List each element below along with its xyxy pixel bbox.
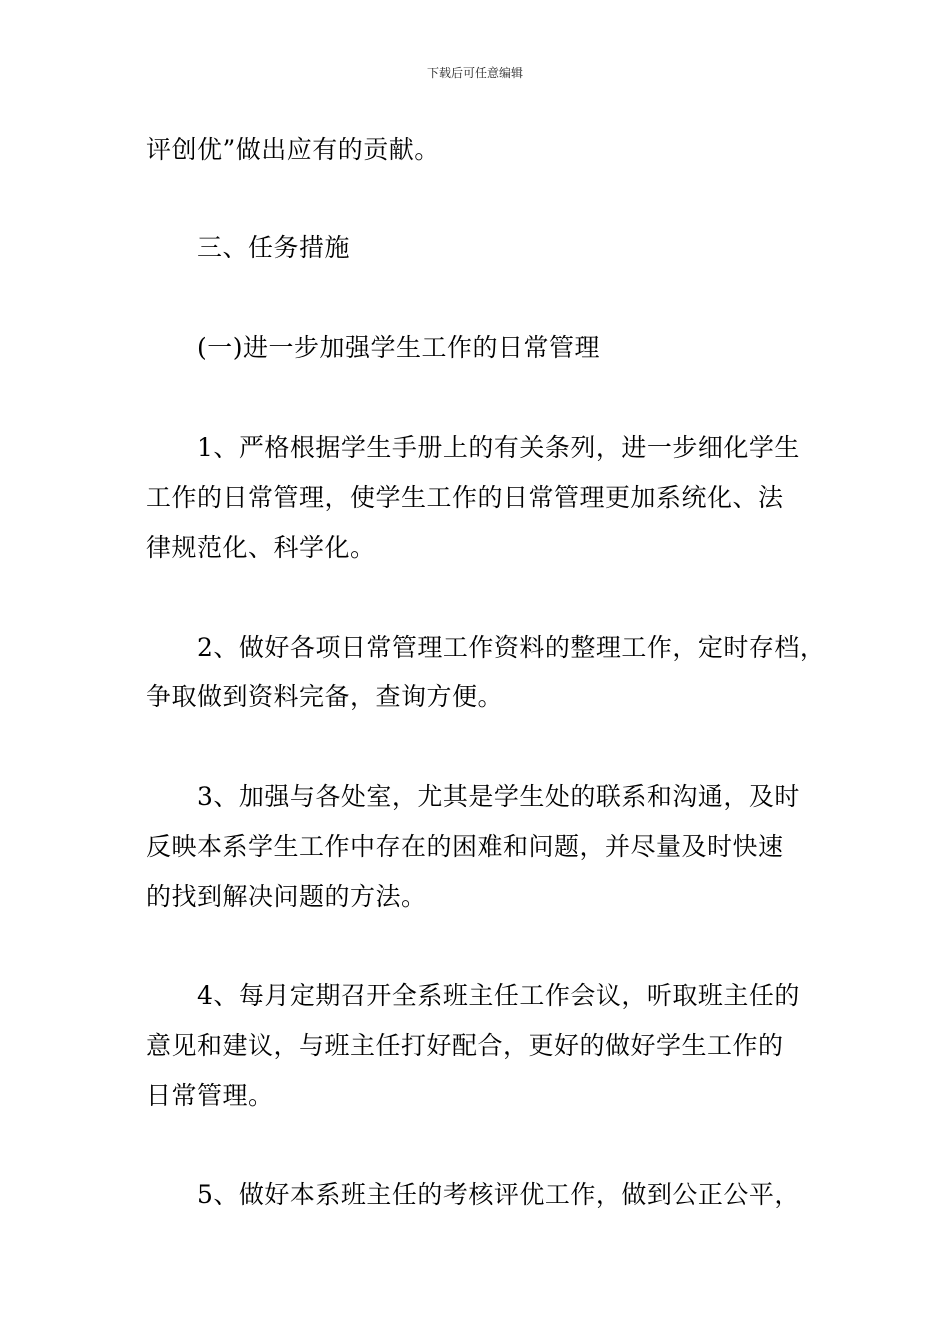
text-line: 5、做好本系班主任的考核评优工作，做到公正公平， — [146, 1180, 800, 1209]
subsection-heading: (一)进一步加强学生工作的日常管理 — [146, 333, 601, 362]
text-line: 争取做到资料完备，查询方便。 — [146, 682, 504, 711]
text-line: 评创优”做出应有的贡献。 — [146, 135, 440, 164]
text-line: 日常管理。 — [146, 1081, 274, 1110]
text-line: 2、做好各项日常管理工作资料的整理工作，定时存档， — [146, 633, 826, 662]
text-line: 反映本系学生工作中存在的困难和问题，并尽量及时快速 — [146, 832, 784, 861]
section-heading: 三、任务措施 — [146, 233, 351, 262]
text-line: 工作的日常管理，使学生工作的日常管理更加系统化、法 — [146, 483, 784, 512]
text-line: 1、严格根据学生手册上的有关条列，进一步细化学生 — [146, 433, 800, 462]
text-line: 4、每月定期召开全系班主任工作会议，听取班主任的 — [146, 981, 800, 1010]
text-line: 律规范化、科学化。 — [146, 533, 376, 562]
text-line: 意见和建议，与班主任打好配合，更好的做好学生工作的 — [146, 1031, 784, 1060]
page-header: 下载后可任意编辑 — [426, 66, 523, 80]
text-line: 3、加强与各处室，尤其是学生处的联系和沟通，及时 — [146, 782, 800, 811]
text-line: 的找到解决问题的方法。 — [146, 882, 427, 911]
